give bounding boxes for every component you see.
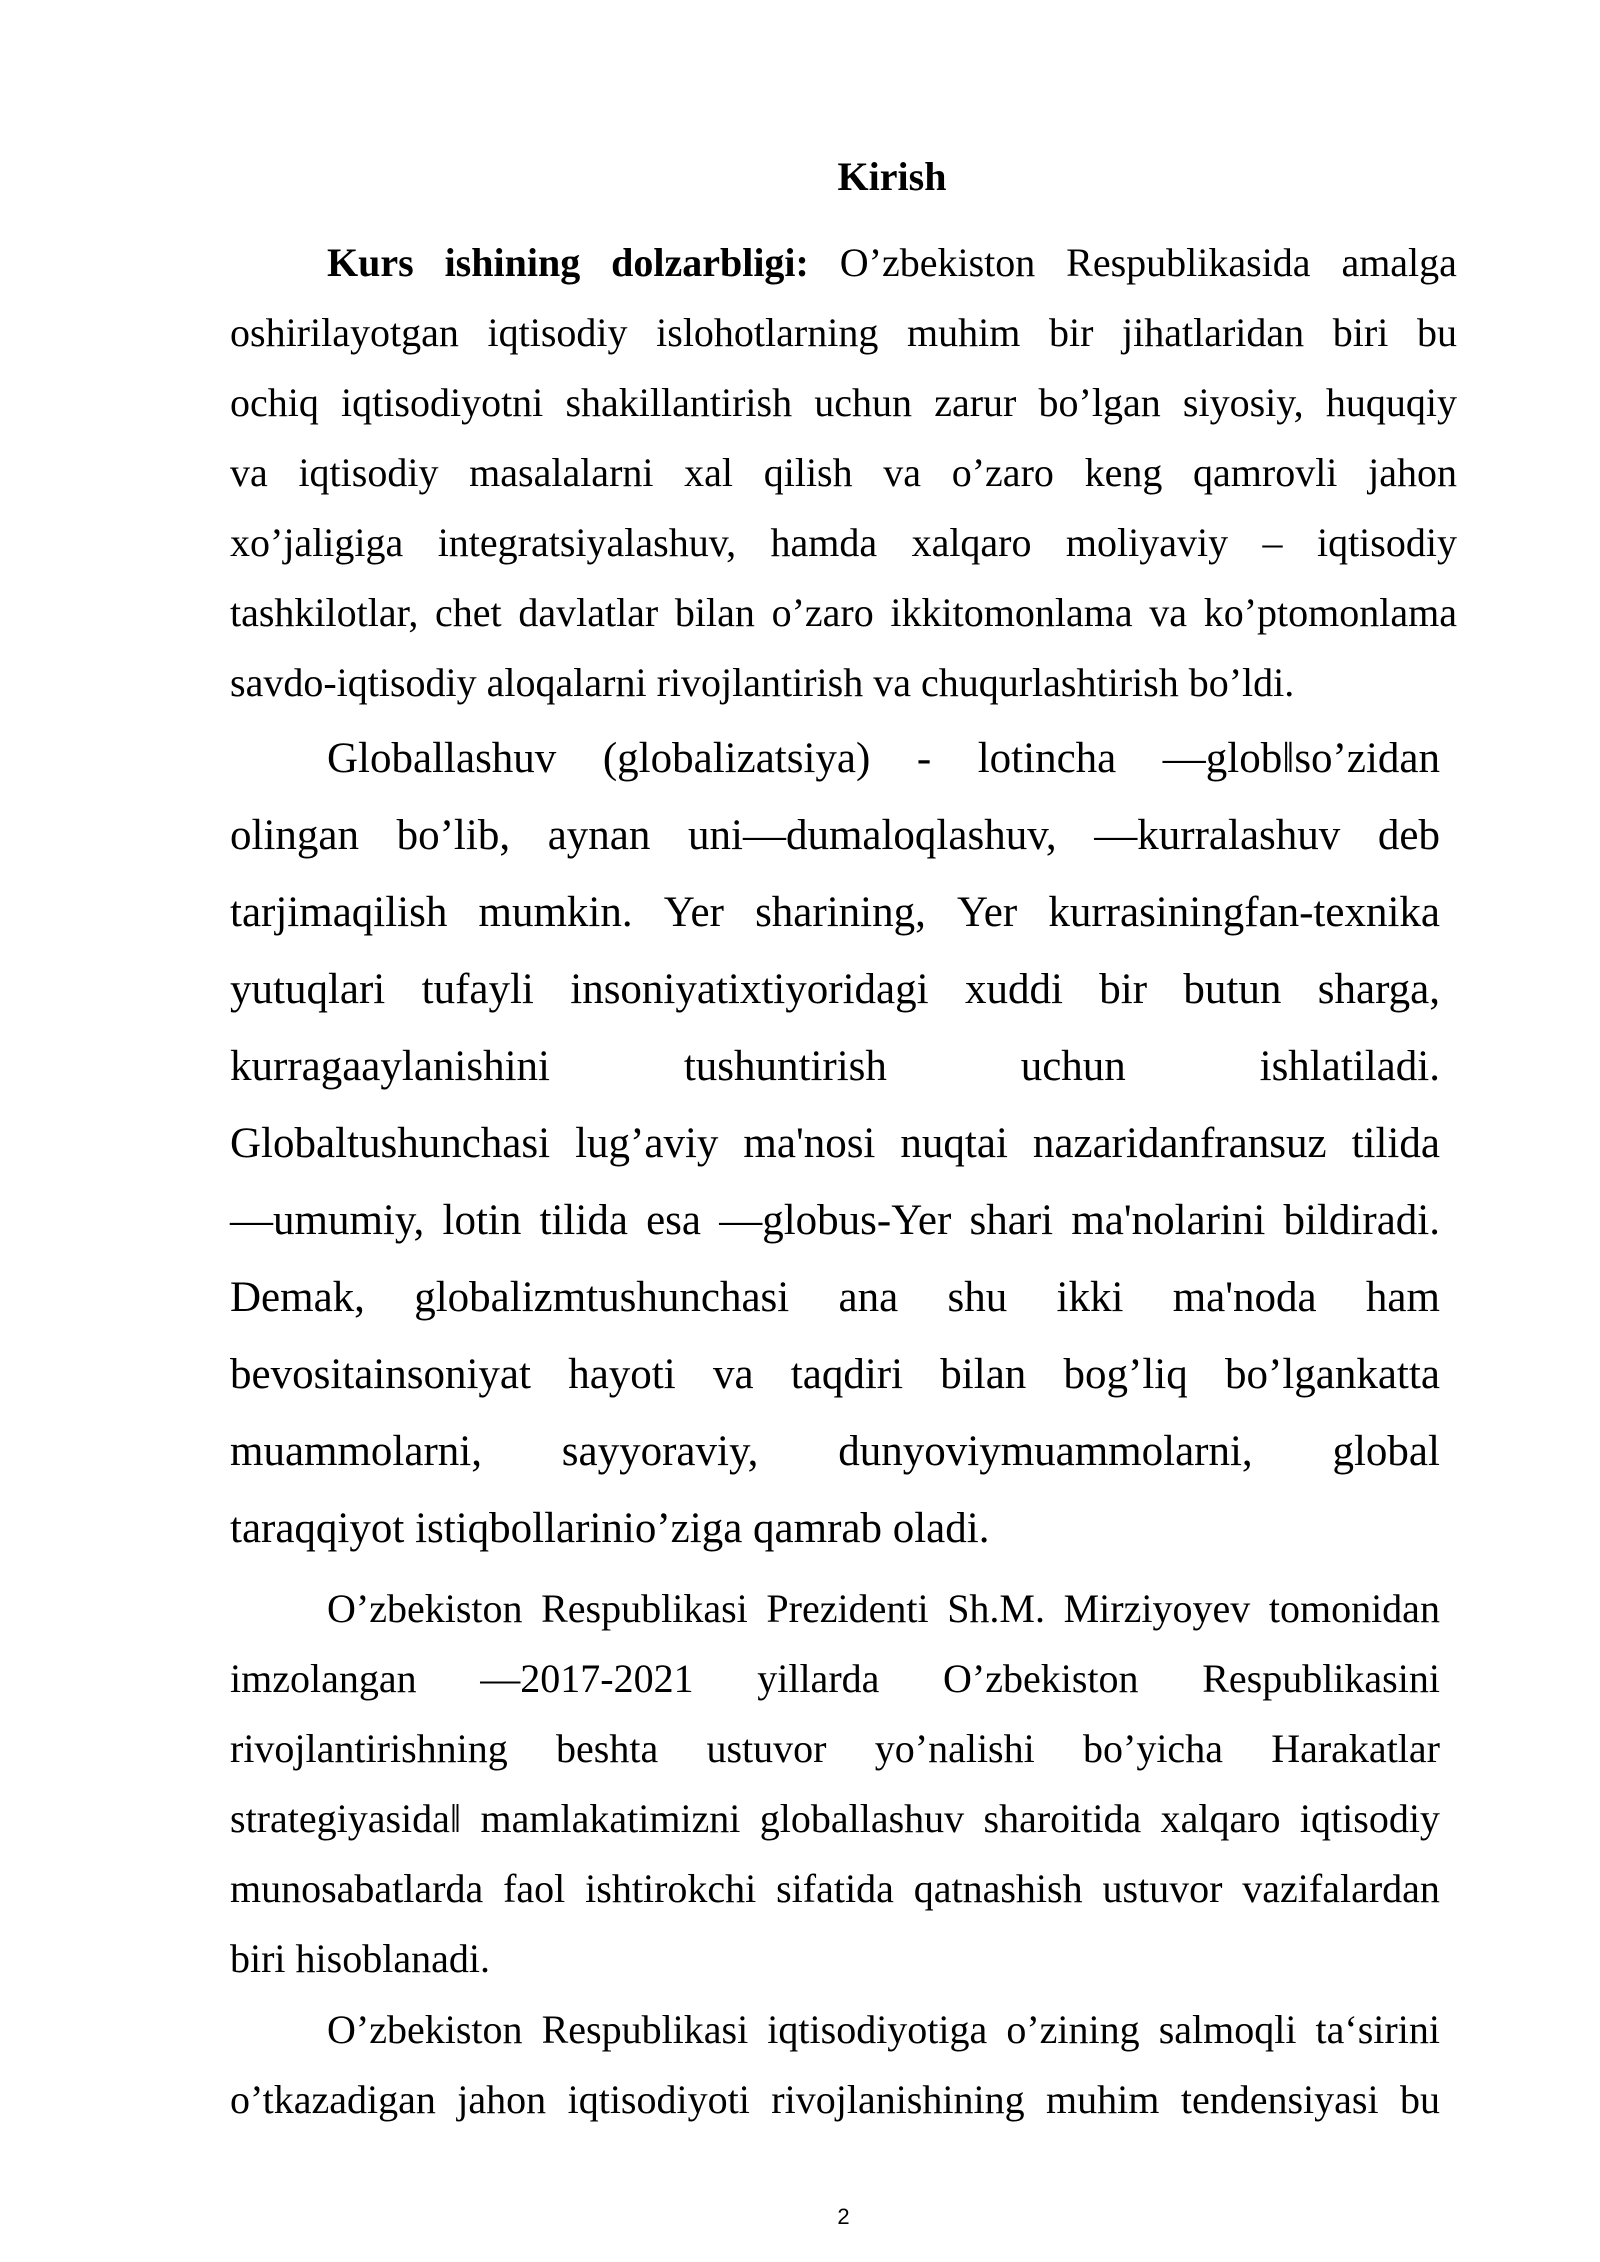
word: islohotlarning <box>656 310 879 355</box>
word: ta‘sirini <box>1315 2007 1440 2052</box>
word: moliyaviy <box>1065 520 1229 565</box>
word: o’zaro <box>771 590 874 635</box>
text-line <box>230 1784 1440 1854</box>
word: zarur <box>934 380 1017 425</box>
text-line <box>230 1336 1440 1413</box>
word: qilish <box>763 450 853 495</box>
paragraph-relevance <box>230 228 1457 718</box>
text-line <box>230 951 1440 1028</box>
word: tufayli <box>421 966 534 1013</box>
word: davlatlar <box>518 590 659 635</box>
word: yo’nalishi <box>874 1726 1035 1771</box>
word: nuqtai <box>900 1120 1008 1167</box>
word: taqdiri <box>790 1351 904 1398</box>
word: bir <box>1099 966 1148 1013</box>
word: lotincha <box>977 735 1117 782</box>
word: —kurralashuv <box>1094 812 1341 859</box>
word: iqtisodiyotiga <box>767 2007 988 2052</box>
word: esa <box>646 1197 701 1244</box>
word: siyosiy, <box>1182 380 1304 425</box>
word: O’zbekiston <box>839 240 1036 285</box>
word: aynan <box>547 812 651 859</box>
word: ma'noda <box>1172 1274 1317 1321</box>
word: butun <box>1183 966 1282 1013</box>
word: xal <box>684 450 734 495</box>
word: biri <box>1332 310 1389 355</box>
word: global <box>1332 1428 1440 1475</box>
word: iqtisodiy <box>1299 1796 1440 1841</box>
text-line <box>230 874 1440 951</box>
word: O’zbekiston <box>327 1586 523 1631</box>
word: sayyoraviy, <box>561 1428 759 1475</box>
word: xuddi <box>964 966 1063 1013</box>
text-line: savdo-iqtisodiy aloqalarni rivojlantirish va chuqurlashtirish bo’ldi. <box>230 660 1295 705</box>
text-line <box>230 1574 1440 1644</box>
word: tomonidan <box>1268 1586 1440 1631</box>
section-title: Kirish <box>837 154 947 199</box>
word: ikki <box>1056 1274 1124 1321</box>
word: iqtisodiy <box>487 310 628 355</box>
text-line <box>230 720 1440 797</box>
word: amalga <box>1341 240 1457 285</box>
text-line: taraqqiyot istiqbollarinio’ziga qamrab oladi. <box>230 1505 990 1552</box>
word: Sh.M. <box>947 1586 1045 1631</box>
text-line <box>230 1714 1440 1784</box>
word: deb <box>1377 812 1440 859</box>
word: bo’lgankatta <box>1225 1351 1440 1398</box>
word: globalizmtushunchasi <box>414 1274 790 1321</box>
word: o’zaro <box>951 450 1054 495</box>
word: mumkin. <box>478 889 633 936</box>
word: ustuvor <box>706 1726 827 1771</box>
text-line <box>230 228 1457 298</box>
word: sharga, <box>1317 966 1440 1013</box>
word: tilida <box>539 1197 628 1244</box>
word: sharining, <box>755 889 926 936</box>
word: oshirilayotgan <box>230 310 459 355</box>
word: keng <box>1084 450 1163 495</box>
word: —globus-Yer <box>719 1197 952 1244</box>
word: bilan <box>940 1351 1027 1398</box>
text-line <box>230 2065 1440 2135</box>
word: ustuvor <box>1102 1866 1223 1911</box>
word: tendensiyasi <box>1180 2077 1379 2122</box>
word: bo’lib, <box>396 812 511 859</box>
word: Respublikasini <box>1202 1656 1440 1701</box>
word: yutuqlari <box>230 966 386 1013</box>
word: nazaridanfransuz <box>1032 1120 1327 1167</box>
word: sharoitida <box>983 1796 1142 1841</box>
word: uchun <box>1020 1043 1126 1090</box>
word: uni—dumaloqlashuv, <box>688 812 1057 859</box>
word: bir <box>1048 310 1094 355</box>
word: qatnashish <box>913 1866 1083 1911</box>
word: tarjimaqilish <box>230 889 448 936</box>
word: Respublikasida <box>1066 240 1311 285</box>
paragraph-strategy <box>230 1574 1440 1994</box>
word: tashkilotlar, <box>230 590 419 635</box>
word: o’zining <box>1006 2007 1140 2052</box>
text-line <box>230 508 1457 578</box>
text-line <box>230 1182 1440 1259</box>
word: iqtisodiyoti <box>567 2077 750 2122</box>
page-number: 2 <box>837 2204 850 2229</box>
word: - <box>916 735 932 782</box>
text-line <box>230 438 1457 508</box>
word: iqtisodiy <box>1316 520 1457 565</box>
word: yillarda <box>757 1656 880 1701</box>
text-line <box>230 1413 1440 1490</box>
word: ma'nosi <box>743 1120 876 1167</box>
word: uchun <box>814 380 913 425</box>
text-line <box>230 298 1457 368</box>
word: Globaltushunchasi <box>230 1120 551 1167</box>
word: dolzarbligi: <box>611 240 809 285</box>
word: Yer <box>957 889 1018 936</box>
word: chet <box>435 590 502 635</box>
word: xalqaro <box>911 520 1032 565</box>
word: masalalarni <box>469 450 654 495</box>
text-line <box>230 1028 1440 1105</box>
word: ishlatiladi. <box>1259 1043 1440 1090</box>
word: jahon <box>1368 450 1457 495</box>
word: Prezidenti <box>766 1586 929 1631</box>
word: ham <box>1365 1274 1440 1321</box>
text-line <box>230 1105 1440 1182</box>
word: huquqiy <box>1325 380 1457 425</box>
text-line <box>230 1995 1440 2065</box>
paragraph-economy <box>230 1995 1440 2135</box>
word: Demak, <box>230 1274 365 1321</box>
word: munosabatlarda <box>230 1866 484 1911</box>
word: bu <box>1400 2077 1440 2122</box>
word: bildiradi. <box>1283 1197 1440 1244</box>
word: ishtirokchi <box>585 1866 757 1911</box>
text-line <box>230 1854 1440 1924</box>
word: Globallashuv <box>327 735 557 782</box>
word: globallashuv <box>759 1796 965 1841</box>
word: ana <box>838 1274 899 1321</box>
paragraph-globalization <box>230 720 1440 1567</box>
word: ishining <box>444 240 581 285</box>
word: xo’jaligiga <box>230 520 404 565</box>
word: o’tkazadigan <box>230 2077 436 2122</box>
word: shu <box>947 1274 1008 1321</box>
word: imzolangan <box>230 1656 417 1701</box>
word: dunyoviymuammolarni, <box>838 1428 1253 1475</box>
word: xalqaro <box>1160 1796 1281 1841</box>
text-line <box>230 578 1457 648</box>
word: jihatlaridan <box>1122 310 1305 355</box>
word: bilan <box>674 590 755 635</box>
text-line <box>230 368 1457 438</box>
word: —umumiy, <box>230 1197 425 1244</box>
word: Harakatlar <box>1271 1726 1440 1771</box>
word: muhim <box>1046 2077 1160 2122</box>
word: sifatida <box>776 1866 894 1911</box>
word: va <box>712 1351 754 1398</box>
word: kurrasiningfan-texnika <box>1048 889 1440 936</box>
word: Kurs <box>327 240 414 285</box>
word: lotin <box>442 1197 522 1244</box>
word: Mirziyoyev <box>1063 1586 1251 1631</box>
word: faol <box>503 1866 566 1911</box>
word: qamrovli <box>1193 450 1338 495</box>
word: ko’ptomonlama <box>1203 590 1457 635</box>
word: shakillantirish <box>565 380 793 425</box>
word: tilida <box>1351 1120 1440 1167</box>
word: bog’liq <box>1063 1351 1188 1398</box>
word: Yer <box>663 889 724 936</box>
word: vazifalardan <box>1242 1866 1440 1911</box>
word: bo’yicha <box>1083 1726 1223 1771</box>
word: ochiq <box>230 380 319 425</box>
word: iqtisodiy <box>298 450 439 495</box>
word: lug’aviy <box>575 1120 719 1167</box>
word: va <box>230 450 268 495</box>
word: rivojlanishining <box>771 2077 1025 2122</box>
word: hamda <box>770 520 878 565</box>
word: insoniyatixtiyoridagi <box>570 966 929 1013</box>
word: shari <box>969 1197 1054 1244</box>
word: Respublikasi <box>541 1586 748 1631</box>
word: va <box>883 450 922 495</box>
word: integratsiyalashuv, <box>437 520 737 565</box>
word: va <box>1149 590 1188 635</box>
word: —glob‖so’zidan <box>1162 735 1440 782</box>
word: jahon <box>457 2077 547 2122</box>
word: (globalizatsiya) <box>602 735 871 782</box>
word: iqtisodiyotni <box>341 380 544 425</box>
word: salmoqli <box>1158 2007 1297 2052</box>
word: ma'nolarini <box>1071 1197 1266 1244</box>
word: beshta <box>556 1726 659 1771</box>
word: mamlakatimizni <box>480 1796 741 1841</box>
word: bo’lgan <box>1038 380 1161 425</box>
word: ikkitomonlama <box>890 590 1133 635</box>
word: bu <box>1416 310 1457 355</box>
word: strategiyasida‖ <box>230 1796 462 1841</box>
text-line <box>230 1644 1440 1714</box>
word: Respublikasi <box>541 2007 749 2052</box>
word: rivojlantirishning <box>230 1726 508 1771</box>
word: —2017-2021 <box>480 1656 694 1701</box>
word: muhim <box>906 310 1021 355</box>
word: O’zbekiston <box>943 1656 1139 1701</box>
word: O’zbekiston <box>327 2007 523 2052</box>
word: bevositainsoniyat <box>230 1351 531 1398</box>
word: kurragaaylanishini <box>230 1043 551 1090</box>
word: hayoti <box>568 1351 676 1398</box>
word: olingan <box>230 812 359 859</box>
word: tushuntirish <box>683 1043 887 1090</box>
text-line: biri hisoblanadi. <box>230 1936 490 1981</box>
text-line <box>230 797 1440 874</box>
word: muammolarni, <box>230 1428 482 1475</box>
text-line <box>230 1259 1440 1336</box>
word: – <box>1262 520 1283 565</box>
